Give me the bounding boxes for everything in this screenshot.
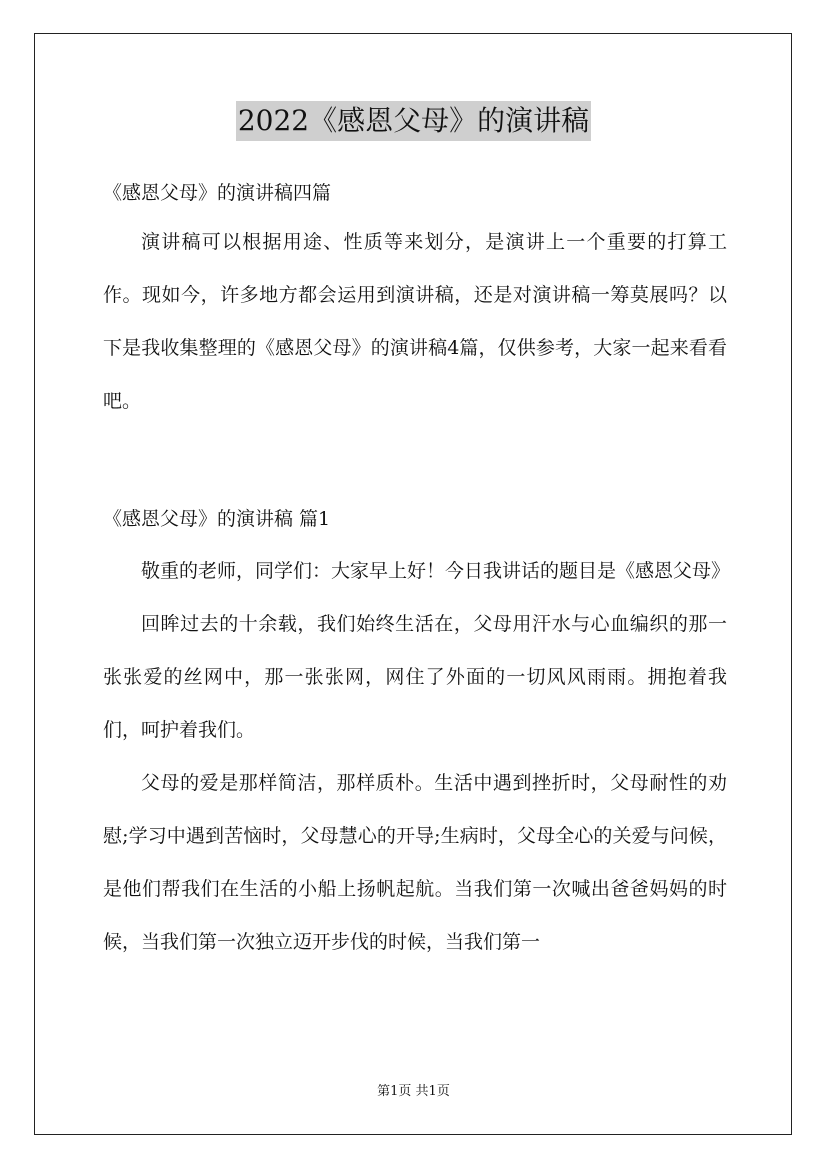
body-paragraph-2: 回眸过去的十余载，我们始终生活在，父母用汗水与心血编织的那一张张爱的丝网中，那一张张网，网住了外面的一切风风雨雨。拥抱着我们，呵护着我们。 — [103, 613, 727, 741]
body-section — [103, 545, 731, 969]
section-heading: 《感恩父母》的演讲稿 篇1 — [103, 508, 331, 530]
intro-section — [103, 216, 727, 428]
document-subtitle: 《感恩父母》的演讲稿四篇 — [103, 182, 332, 204]
intro-paragraph: 演讲稿可以根据用途、性质等来划分，是演讲上一个重要的打算工作。现如今，许多地方都会运用到演讲稿，还是对演讲稿一筹莫展吗？以下是我收集整理的《感恩父母》的演讲稿4篇，仅供参考，大家一起来看看吧。 — [103, 231, 727, 412]
page-number-label: 第1页 共1页 — [377, 1084, 450, 1099]
document-title: 2022《感恩父母》的演讲稿 — [236, 101, 591, 141]
body-paragraph-1: 敬重的老师，同学们：大家早上好！今日我讲话的题目是《感恩父母》 — [141, 560, 731, 582]
body-paragraph-3: 父母的爱是那样简洁，那样质朴。生活中遇到挫折时，父母耐性的劝慰;学习中遇到苦恼时，父母慧心的开导;生病时，父母全心的关爱与问候，是他们帮我们在生活的小船上扬帆起航。当我们第一次喊出爸爸妈妈的时候，当我们第一次独立迈开步伐的时候，当我们第一 — [103, 772, 727, 953]
title-container — [0, 101, 827, 141]
page-footer — [0, 1082, 827, 1102]
